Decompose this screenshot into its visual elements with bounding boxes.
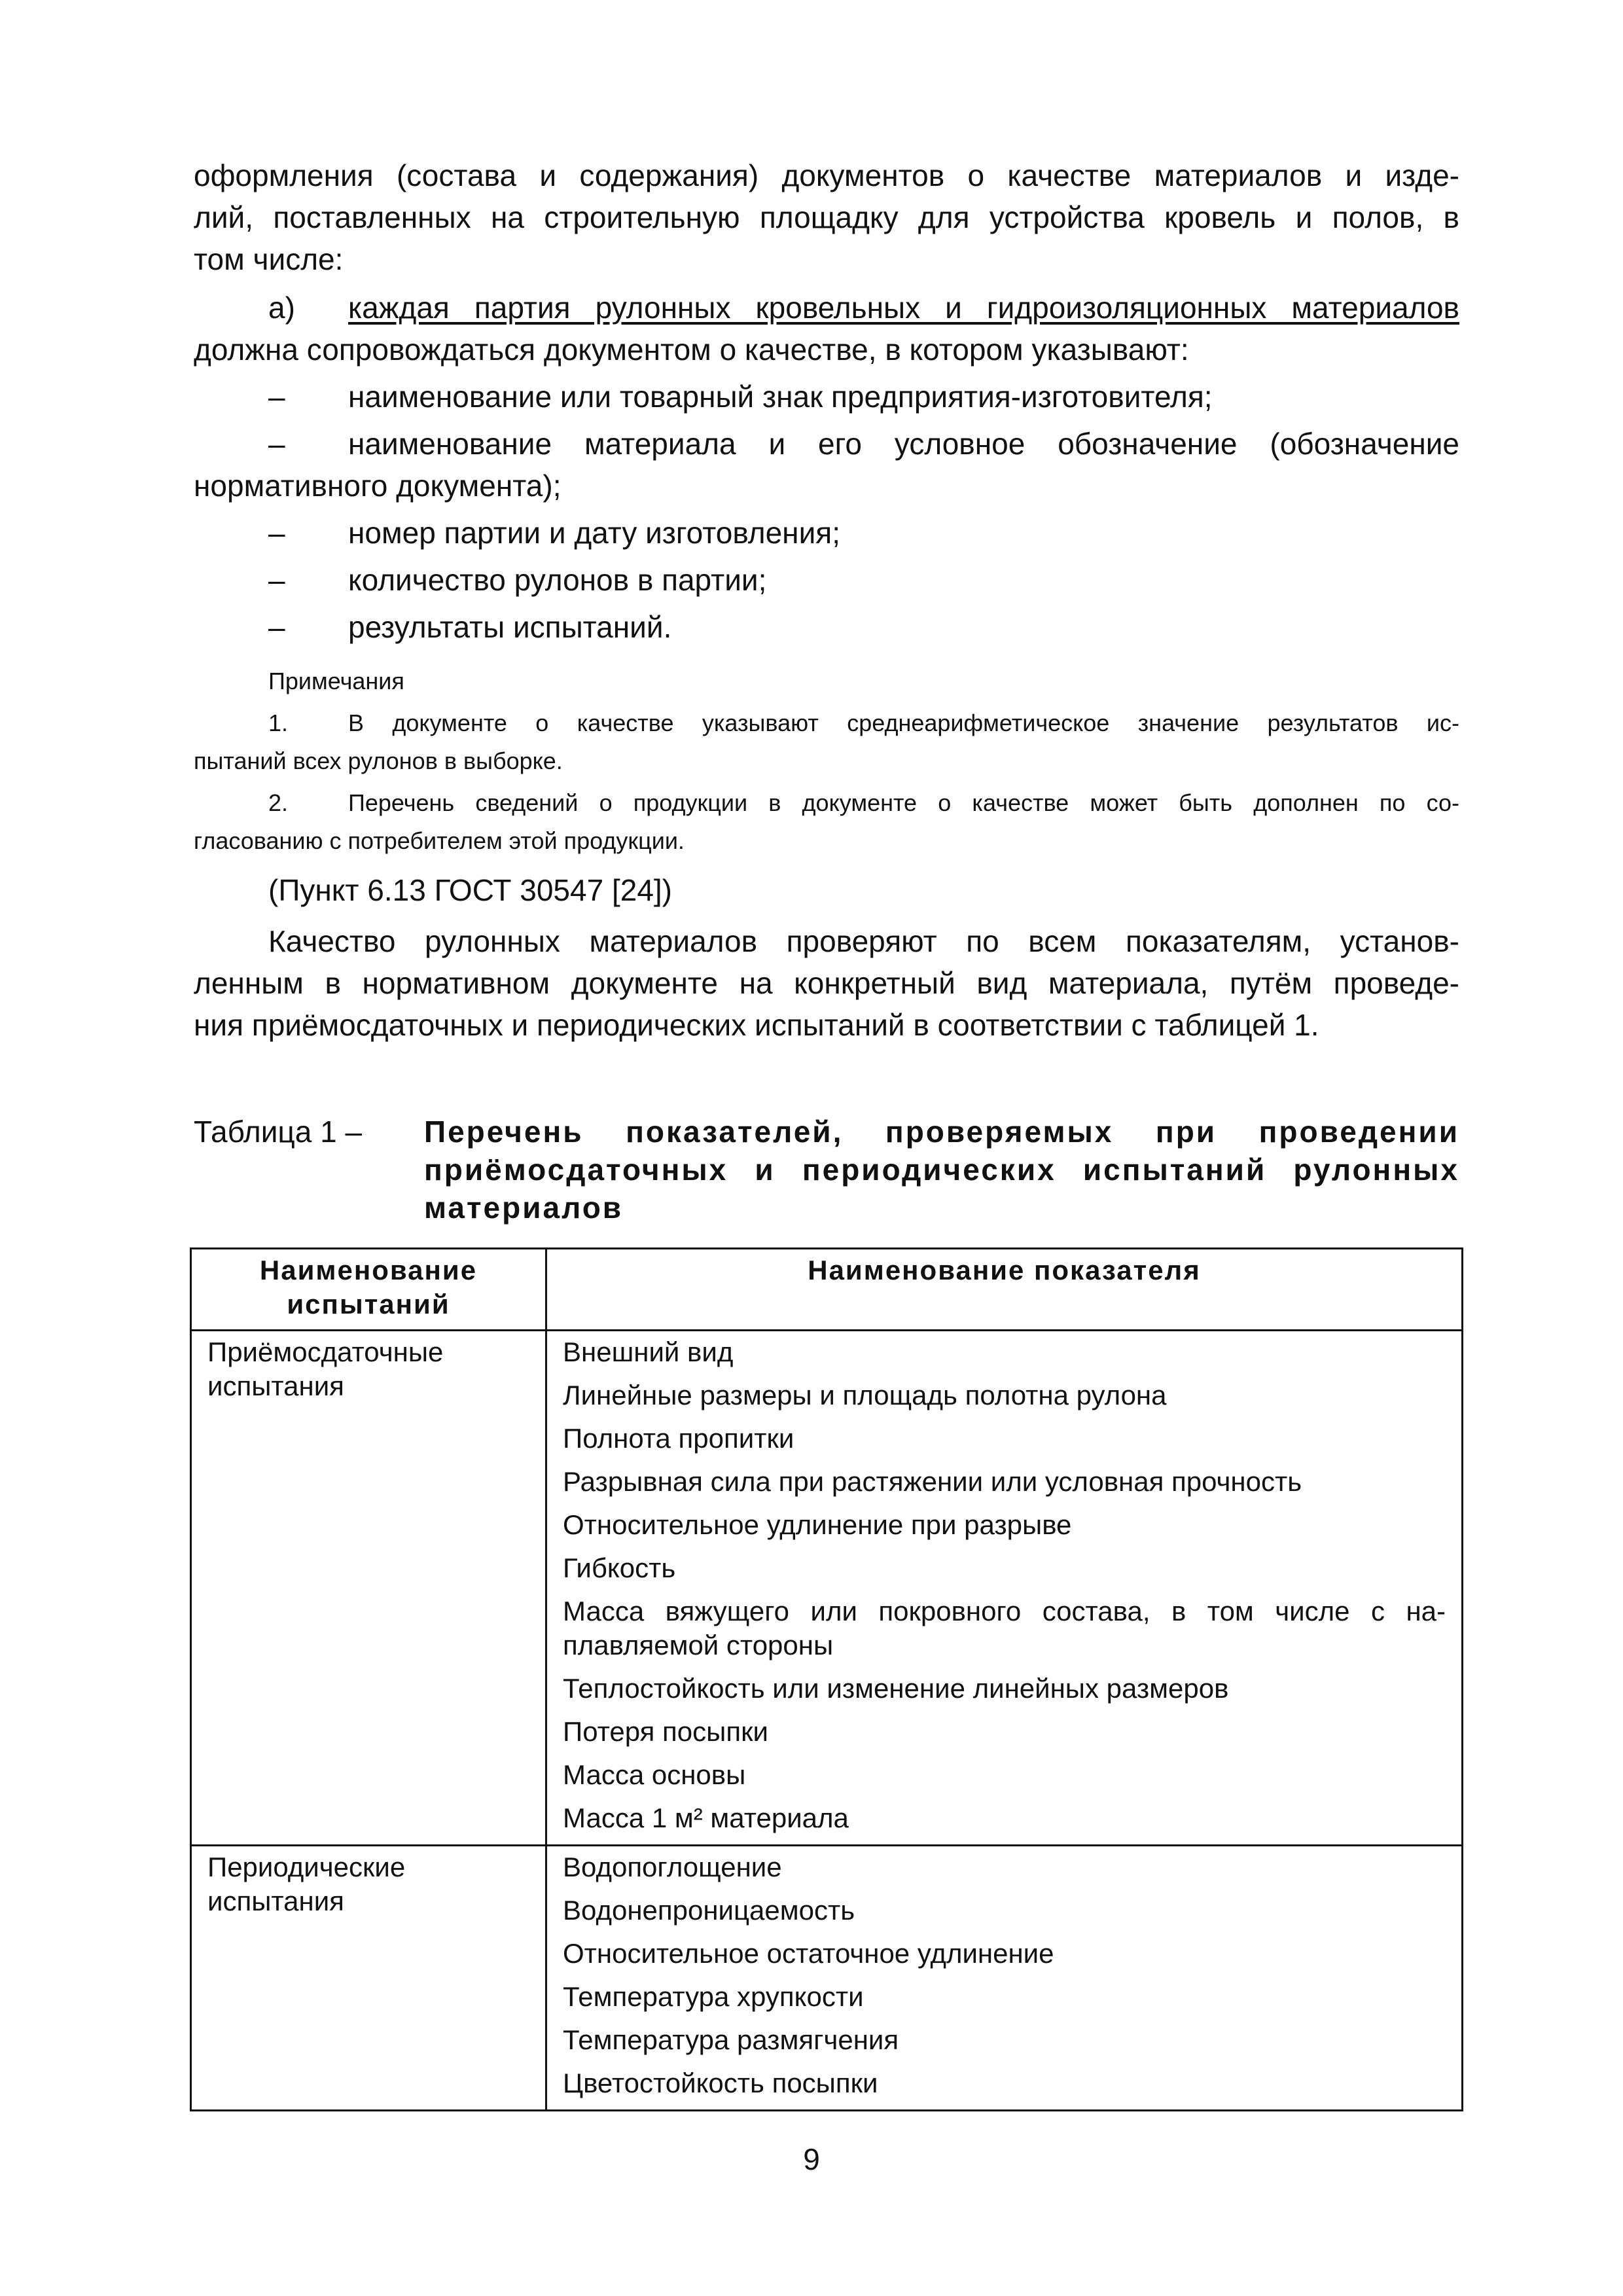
note-item <box>194 704 1459 780</box>
list-item-text: наименование или товарный знак предприятия-изготовителя; <box>348 380 1213 414</box>
dash-marker: – <box>268 380 285 414</box>
indicator-item: Внешний вид <box>563 1336 734 1367</box>
table-row <box>191 1331 1463 1846</box>
indicator-item: Масса вяжущего или покровного состава, в том числе с на-плавляемой стороны <box>563 1596 1446 1660</box>
indicator-cell <box>546 1331 1463 1846</box>
list-item-text: результаты испытаний. <box>348 610 672 644</box>
item-a <box>194 287 1459 370</box>
note-number: 2. <box>268 789 289 816</box>
indicator-item: Гибкость <box>563 1552 676 1583</box>
dash-marker: – <box>268 516 285 550</box>
notes <box>194 662 1459 860</box>
intro-line: том числе: <box>194 242 344 276</box>
list-item <box>194 559 1459 601</box>
indicator-item: Полнота пропитки <box>563 1423 794 1454</box>
indicator-item: Потеря посыпки <box>563 1716 768 1747</box>
list-item-continuation: нормативного документа); <box>194 469 562 503</box>
item-a-rest: должна сопровождаться документом о качестве, в котором указывают: <box>194 332 1189 367</box>
test-name-cell: Приёмосдаточные испытания <box>191 1331 546 1846</box>
page-number: 9 <box>803 2142 820 2176</box>
table-caption-title <box>424 1113 1459 1227</box>
dash-marker: – <box>268 427 285 461</box>
header-indicators: Наименование показателя <box>546 1249 1463 1331</box>
indicator-item: Температура хрупкости <box>563 1981 864 2012</box>
indicator-item: Водонепроницаемость <box>563 1895 855 1926</box>
note-text: В документе о качестве указывают среднеарифметическое значение результатов ис- <box>348 709 1459 736</box>
list-item <box>194 376 1459 418</box>
list-item-text: номер партии и дату изготовления; <box>348 516 840 550</box>
list-item-text: наименование материала и его условное обозначение (обозначение <box>348 427 1459 461</box>
caption-line: приёмосдаточных и периодических испытаний рулонных <box>424 1153 1459 1187</box>
header-tests: Наименование испытаний <box>191 1249 546 1331</box>
caption-line: Перечень показателей, проверяемых при проведении <box>424 1115 1459 1149</box>
indicator-item: Линейные размеры и площадь полотна рулона <box>563 1380 1167 1410</box>
quality-line: ленным в нормативном документе на конкретный вид материала, путём проведе- <box>194 966 1459 1000</box>
note-continuation: пытаний всех рулонов в выборке. <box>194 747 563 774</box>
indicator-item: Масса 1 м² материала <box>563 1803 849 1833</box>
quality-line: Качество рулонных материалов проверяют по всем показателям, установ- <box>268 924 1459 958</box>
intro-line: оформления (состава и содержания) документов о качестве материалов и изде- <box>194 158 1459 192</box>
quality-paragraph <box>194 920 1459 1046</box>
note-text: Перечень сведений о продукции в документе о качестве может быть дополнен по со- <box>348 789 1459 816</box>
item-a-marker: а) <box>268 291 295 325</box>
main-text <box>194 154 1459 1046</box>
table-header-row <box>191 1249 1463 1331</box>
list-item <box>194 423 1459 507</box>
test-name-cell: Периодические испытания <box>191 1846 546 2111</box>
notes-title: Примечания <box>268 668 404 694</box>
item-a-underlined: каждая партия рулонных кровельных и гидроизоляционных материалов <box>348 291 1459 325</box>
indicators-table <box>190 1247 1463 2111</box>
intro-line: лий, поставленных на строительную площадку для устройства кровель и полов, в <box>194 200 1459 234</box>
note-number: 1. <box>268 709 289 736</box>
indicator-item: Цветостойкость посыпки <box>563 2068 878 2098</box>
list-item <box>194 512 1459 554</box>
indicator-item: Температура размягчения <box>563 2024 899 2055</box>
indicator-item: Масса основы <box>563 1759 746 1790</box>
dash-marker: – <box>268 610 285 644</box>
caption-line: материалов <box>424 1191 624 1225</box>
requirements-list <box>194 376 1459 648</box>
note-continuation: гласованию с потребителем этой продукции. <box>194 827 685 854</box>
intro-paragraph <box>194 154 1459 280</box>
indicator-cell <box>546 1846 1463 2111</box>
indicator-item: Относительное остаточное удлинение <box>563 1938 1054 1969</box>
indicator-item: Теплостойкость или изменение линейных размеров <box>563 1673 1229 1704</box>
indicator-item: Относительное удлинение при разрыве <box>563 1509 1072 1540</box>
indicator-item: Разрывная сила при растяжении или условная прочность <box>563 1466 1302 1497</box>
list-item-text: количество рулонов в партии; <box>348 563 767 597</box>
list-item <box>194 606 1459 648</box>
dash-marker: – <box>268 563 285 597</box>
reference: (Пункт 6.13 ГОСТ 30547 [24]) <box>268 873 673 907</box>
table-row <box>191 1846 1463 2111</box>
table-caption <box>194 1113 1459 1227</box>
quality-line: ния приёмосдаточных и периодических испытаний в соответствии с таблицей 1. <box>194 1008 1319 1042</box>
indicator-item: Водопоглощение <box>563 1852 782 1882</box>
note-item <box>194 784 1459 860</box>
table-caption-label: Таблица 1 – <box>194 1115 363 1149</box>
